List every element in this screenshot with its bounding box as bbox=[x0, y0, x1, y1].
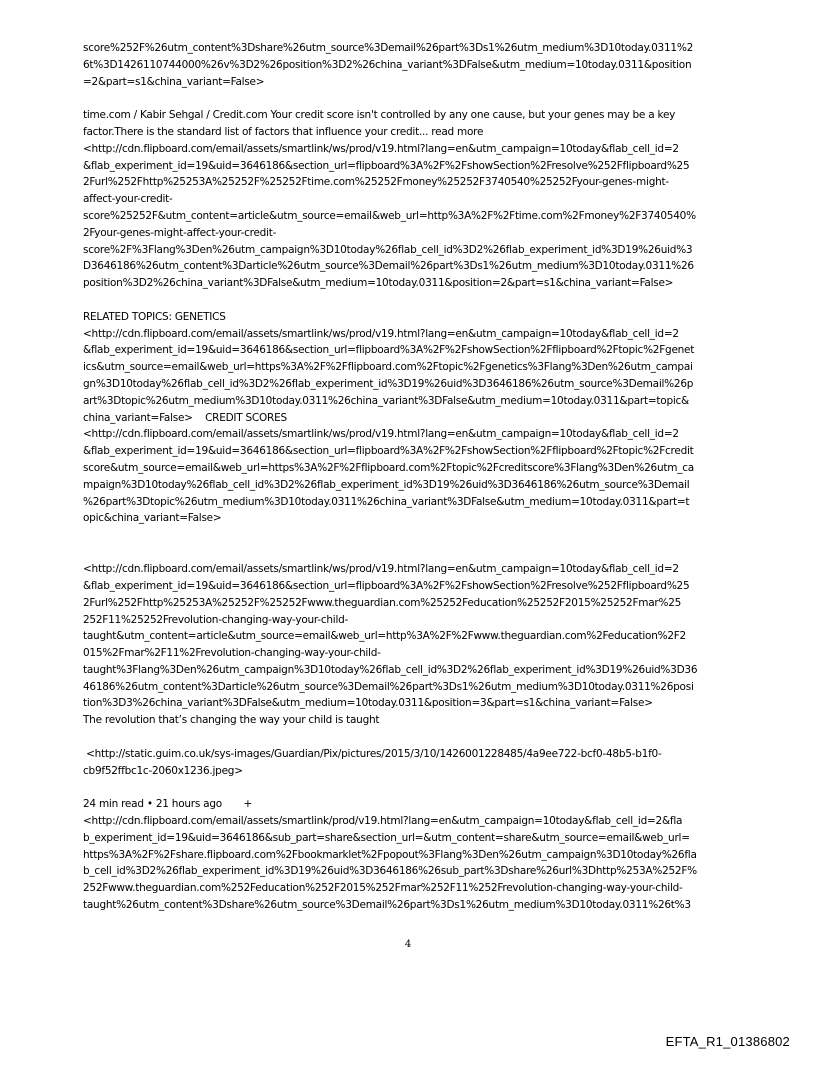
text-line: <http://cdn.flipboard.com/email/assets/smartlink/ws/prod/v19.html?lang=en&utm_campaign=10today&flab_cell_id=2 bbox=[83, 142, 679, 155]
text-line: &flab_experiment_id=19&uid=3646186&section_url=flipboard%3A%2F%2FshowSection%2Fresolve%252Fflipboard%25 bbox=[83, 579, 690, 592]
paragraph-credit-article bbox=[83, 107, 743, 292]
text-line: D3646186%26utm_content%3Darticle%26utm_source%3Demail%26part%3Ds1%26utm_medium%3D10today.0311%26 bbox=[83, 260, 694, 273]
text-line: ics&utm_source=email&web_url=https%3A%2F%2Fflipboard.com%2Ftopic%2Fgenetics%3Flang%3Den%26utm_campai bbox=[83, 361, 693, 374]
text-line: b_cell_id%3D2%26flab_experiment_id%3D19%26uid%3D3646186%26sub_part%3Dshare%26url%3Dhttp%253A%252F% bbox=[83, 865, 697, 878]
text-line: 6t%3D1426110744000%26v%3D2%26position%3D2%26china_variant%3DFalse&utm_medium=10today.0311&position bbox=[83, 58, 692, 71]
paragraph-gap bbox=[83, 729, 743, 746]
text-line: factor.There is the standard list of factors that influence your credit... read more bbox=[83, 125, 484, 138]
text-line: <http://cdn.flipboard.com/email/assets/smartlink/ws/prod/v19.html?lang=en&utm_campaign=10today&flab_cell_id=2 bbox=[83, 327, 679, 340]
text-line: The revolution that’s changing the way your child is taught bbox=[83, 714, 380, 727]
text-line: taught%3Flang%3Den%26utm_campaign%3D10today%26flab_cell_id%3D2%26flab_experiment_id%3D19%26uid%3D36 bbox=[83, 663, 698, 676]
text-line: =2&part=s1&china_variant=False> bbox=[83, 75, 265, 88]
text-line: 2Fyour-genes-might-affect-your-credit- bbox=[83, 226, 277, 239]
paragraph-image-url bbox=[83, 746, 743, 780]
text-line: 24 min read • 21 hours ago + bbox=[83, 798, 253, 811]
text-line: 46186%26utm_content%3Darticle%26utm_source%3Demail%26part%3Ds1%26utm_medium%3D10today.0311%26posi bbox=[83, 680, 694, 693]
document-body bbox=[83, 40, 743, 914]
text-line: &flab_experiment_id=19&uid=3646186&section_url=flipboard%3A%2F%2FshowSection%2Fflipboard%2Ftopic%2Fcredit bbox=[83, 445, 694, 458]
paragraph-score-url-tail bbox=[83, 40, 743, 90]
text-line: b_experiment_id=19&uid=3646186&sub_part=share&section_url=&utm_content=share&utm_source=email&web_url= bbox=[83, 831, 690, 844]
text-line: 252F11%25252Frevolution-changing-way-your-child- bbox=[83, 613, 349, 626]
text-line: 2Furl%252Fhttp%25253A%25252F%25252Fwww.theguardian.com%25252Feducation%25252F2015%25252Fmar%25 bbox=[83, 596, 682, 609]
text-line: score%252F%26utm_content%3Dshare%26utm_source%3Demail%26part%3Ds1%26utm_medium%3D10today.0311%2 bbox=[83, 42, 693, 54]
text-line: mpaign%3D10today%26flab_cell_id%3D2%26flab_experiment_id%3D19%26uid%3D3646186%26utm_source%3Demail bbox=[83, 478, 690, 491]
text-line: %26part%3Dtopic%26utm_medium%3D10today.0311%26china_variant%3DFalse&utm_medium=10today.0311&part=t bbox=[83, 495, 690, 508]
paragraph-read-time-share bbox=[83, 796, 743, 914]
text-line: https%3A%2F%2Fshare.flipboard.com%2Fbookmarklet%2Fpopout%3Flang%3Den%26utm_campaign%3D10today%26fla bbox=[83, 848, 697, 861]
paragraph-guardian-article bbox=[83, 561, 743, 729]
text-line: opic&china_variant=False> bbox=[83, 512, 222, 525]
paragraph-gap bbox=[83, 292, 743, 309]
text-line: <http://static.guim.co.uk/sys-images/Guardian/Pix/pictures/2015/3/10/1426001228485/4a9ee722-bcf0-48b5-b1f0- bbox=[83, 747, 662, 760]
text-line: china_variant=False> CREDIT SCORES bbox=[83, 411, 287, 424]
text-line: RELATED TOPICS: GENETICS bbox=[83, 310, 226, 323]
text-line: taught%26utm_content%3Dshare%26utm_source%3Demail%26part%3Ds1%26utm_medium%3D10today.0311%26t%3 bbox=[83, 899, 691, 912]
text-line: affect-your-credit- bbox=[83, 193, 173, 206]
text-line: score%2F%3Flang%3Den%26utm_campaign%3D10today%26flab_cell_id%3D2%26flab_experiment_id%3D19%26uid%3 bbox=[83, 243, 693, 256]
page-number: 4 bbox=[404, 939, 412, 950]
text-line: 2Furl%252Fhttp%25253A%25252F%25252Ftime.com%25252Fmoney%25252F3740540%25252Fyour-genes-might- bbox=[83, 176, 669, 189]
text-line: &flab_experiment_id=19&uid=3646186&section_url=flipboard%3A%2F%2FshowSection%2Fflipboard%2Ftopic%2Fgenet bbox=[83, 344, 695, 357]
paragraph-gap bbox=[83, 527, 743, 561]
text-line: gn%3D10today%26flab_cell_id%3D2%26flab_experiment_id%3D19%26uid%3D3646186%26utm_source%3Demail%26p bbox=[83, 377, 694, 390]
text-line: <http://cdn.flipboard.com/email/assets/smartlink/ws/prod/v19.html?lang=en&utm_campaign=10today&flab_cell_id=2 bbox=[83, 428, 679, 441]
paragraph-related-topics bbox=[83, 309, 743, 527]
text-line: art%3Dtopic%26utm_medium%3D10today.0311%26china_variant%3DFalse&utm_medium=10today.0311&part=topic& bbox=[83, 394, 689, 407]
document-id: EFTA_R1_01386802 bbox=[665, 1034, 790, 1049]
text-line: score&utm_source=email&web_url=https%3A%2F%2Fflipboard.com%2Ftopic%2Fcreditscore%3Flang%3Den%26utm_ca bbox=[83, 461, 694, 474]
text-line: <http://cdn.flipboard.com/email/assets/smartlink/ws/prod/v19.html?lang=en&utm_campaign=10today&flab_cell_id=2 bbox=[83, 563, 679, 576]
text-line: 252Fwww.theguardian.com%252Feducation%252F2015%252Fmar%252F11%252Frevolution-changing-way-your-child- bbox=[83, 882, 683, 895]
text-line: 015%2Fmar%2F11%2Frevolution-changing-way-your-child- bbox=[83, 647, 381, 660]
text-line: time.com / Kabir Sehgal / Credit.com Your credit score isn't controlled by any one cause, but your genes may be a key bbox=[83, 109, 676, 122]
paragraph-gap bbox=[83, 779, 743, 796]
text-line: cb9f52ffbc1c-2060x1236.jpeg> bbox=[83, 764, 243, 777]
text-line: <http://cdn.flipboard.com/email/assets/smartlink/prod/v19.html?lang=en&utm_campaign=10today&flab_cell_id=2&fla bbox=[83, 815, 683, 828]
text-line: tion%3D3%26china_variant%3DFalse&utm_medium=10today.0311&position=3&part=s1&china_variant=False> bbox=[83, 697, 653, 710]
text-line: &flab_experiment_id=19&uid=3646186&section_url=flipboard%3A%2F%2FshowSection%2Fresolve%252Fflipboard%25 bbox=[83, 159, 690, 172]
paragraph-gap bbox=[83, 90, 743, 107]
text-line: taught&utm_content=article&utm_source=email&web_url=http%3A%2F%2Fwww.theguardian.com%2Feducation%2F2 bbox=[83, 630, 686, 643]
text-line: position%3D2%26china_variant%3DFalse&utm_medium=10today.0311&position=2&part=s1&china_variant=False> bbox=[83, 277, 674, 290]
text-line: score%25252F&utm_content=article&utm_source=email&web_url=http%3A%2F%2Ftime.com%2Fmoney%2F3740540% bbox=[83, 209, 696, 222]
